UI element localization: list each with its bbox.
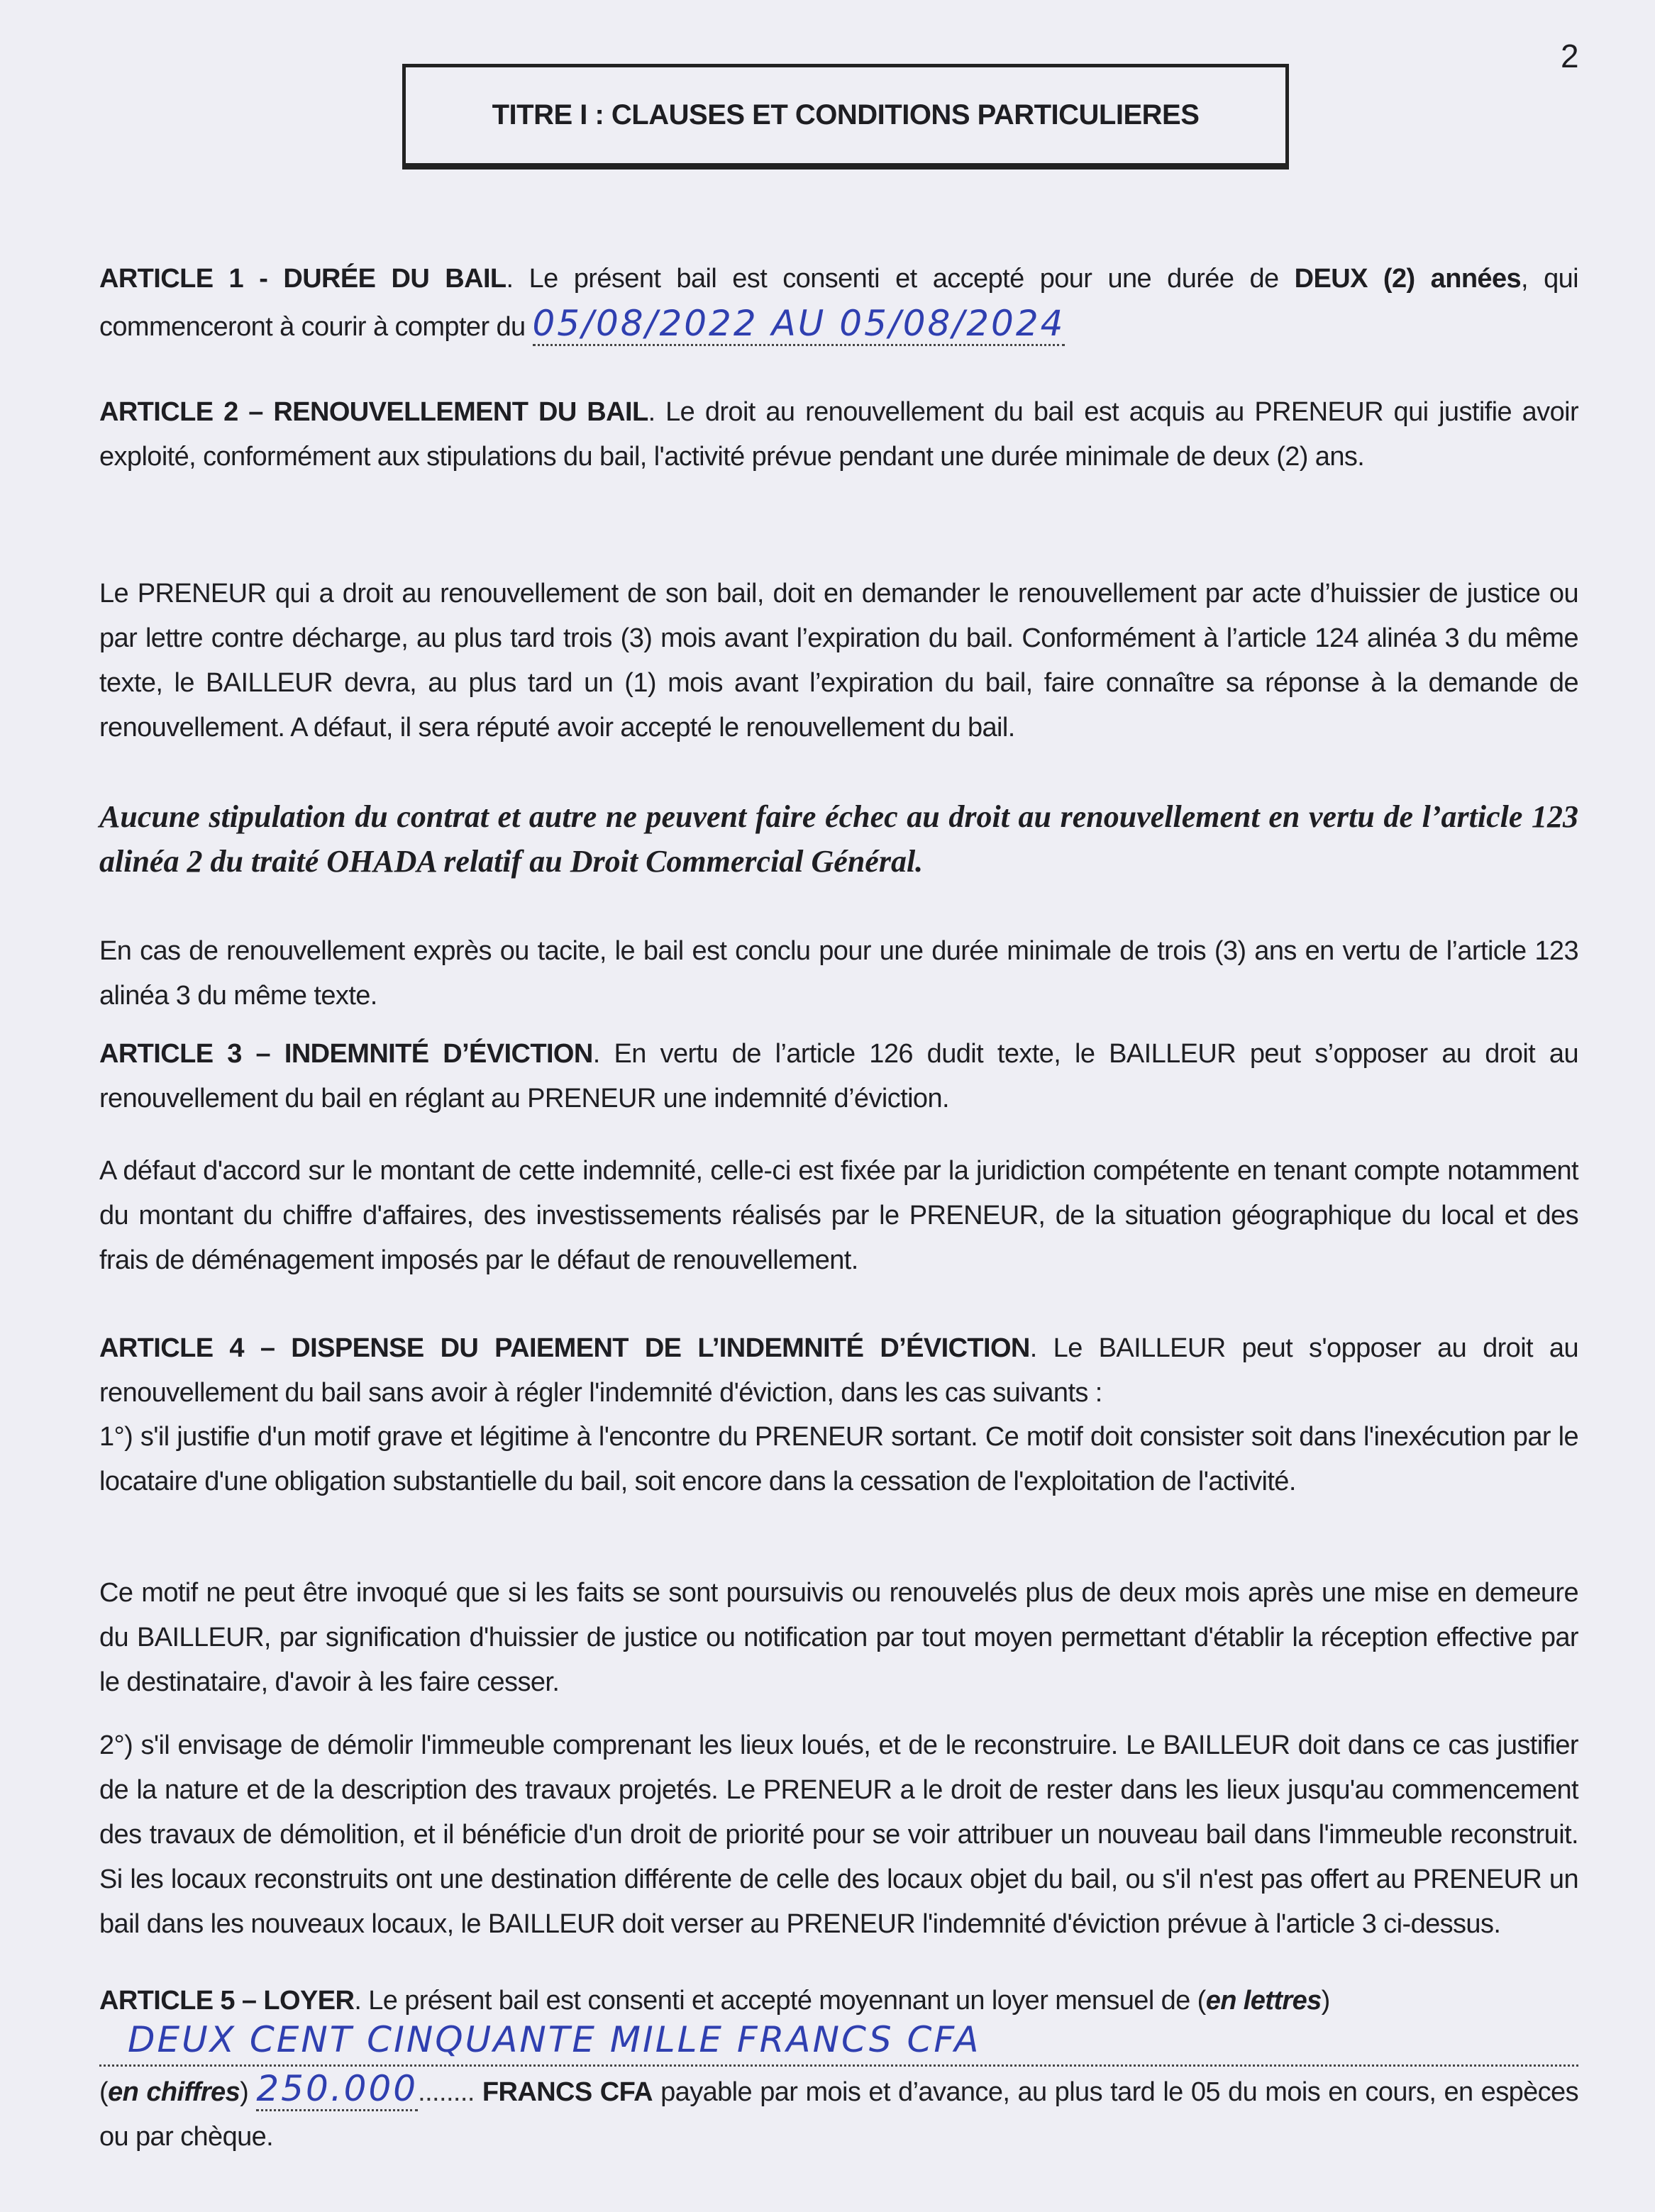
en-lettres-label: en lettres <box>1205 1986 1322 2016</box>
article-2-text: . Le droit au renouvellement du bail est acquis au PRENEUR qui justifie avoir exploité, conformément aux stipulations du bail, l'activité prévue pendant une durée minimale de deux (2) ans. <box>99 397 1578 472</box>
article-3-text: . En vertu de l’article 126 dudit texte, le BAILLEUR peut s’opposer au droit au renouvellement du bail en réglant au PRENEUR une indemnité d’éviction. <box>99 1039 1578 1113</box>
handwritten-amount-digits: 250.000 <box>256 2068 418 2111</box>
article-4-paragraph-3: Ce motif ne peut être invoqué que si les faits se sont poursuivis ou renouvelés plus de deux mois après une mise en demeure du BAILLEUR, par signification d'huissier de justice ou notification par tout moyen permettant d'établir la réception effective par le destinataire, d'avoir à les faire cesser. <box>99 1578 1578 1697</box>
article-2-paragraph-3: Aucune stipulation du contrat et autre ne peuvent faire échec au droit au renouvellement en vertu de l’article 123 alinéa 2 du traité OHADA relatif au Droit Commercial Général. <box>99 799 1578 879</box>
article-3-heading: ARTICLE 3 – INDEMNITÉ D’ÉVICTION <box>99 1039 593 1069</box>
paren-close: ) <box>240 2077 257 2107</box>
article-1-heading: ARTICLE 1 - DURÉE DU BAIL <box>99 264 507 294</box>
article-1 <box>99 257 1578 350</box>
dotted-leader: ........ <box>418 2077 475 2107</box>
page-number: 2 <box>1561 38 1579 74</box>
article-1-duration: DEUX (2) années <box>1294 264 1522 294</box>
article-1-text: . Le présent bail est consenti et accepté pour une durée de <box>506 264 1295 294</box>
article-5 <box>99 1979 1578 2160</box>
section-title: TITRE I : CLAUSES ET CONDITIONS PARTICULIERES <box>492 99 1200 130</box>
article-2-heading: ARTICLE 2 – RENOUVELLEMENT DU BAIL <box>99 397 648 427</box>
en-chiffres-label: en chiffres <box>108 2077 240 2107</box>
article-3 <box>99 1032 1578 1121</box>
article-4-heading: ARTICLE 4 – DISPENSE DU PAIEMENT DE L’INDEMNITÉ D’ÉVICTION <box>99 1333 1030 1363</box>
paren-open: ( <box>99 2077 109 2107</box>
currency-label: FRANCS CFA <box>482 2077 653 2107</box>
handwritten-dates: 05/08/2022 AU 05/08/2024 <box>533 303 1065 346</box>
article-4-paragraph-2: 1°) s'il justifie d'un motif grave et légitime à l'encontre du PRENEUR sortant. Ce motif doit consister soit dans l'inexécution par le locataire d'une obligation substantielle du bail, soit encore dans la cessation de l'exploitation de l'activité. <box>99 1422 1578 1496</box>
article-4 <box>99 1326 1578 1416</box>
amount-in-words-field <box>99 2019 1578 2067</box>
article-4-paragraph-4: 2°) s'il envisage de démolir l'immeuble comprenant les lieux loués, et de le reconstruire. Le BAILLEUR doit dans ce cas justifier de la nature et de la description des travaux projetés. Le PRENEUR a le droit de rester dans les lieux jusqu'au commencement des travaux de démolition, et il bénéficie d'un droit de priorité pour se voir attribuer un nouveau bail dans l'immeuble reconstruit. Si les locaux reconstruits ont une destination différente de celle des locaux objet du bail, ou s'il n'est pas offert au PRENEUR un bail dans les nouveaux locaux, le BAILLEUR doit verser au PRENEUR l'indemnité d'éviction prévue à l'article 3 ci-dessus. <box>99 1730 1578 1939</box>
article-5-heading: ARTICLE 5 – LOYER <box>99 1986 355 2016</box>
article-5-text: . Le présent bail est consenti et accepté moyennant un loyer mensuel de ( <box>354 1986 1206 2016</box>
article-3-paragraph-2: A défaut d'accord sur le montant de cette indemnité, celle-ci est fixée par la juridiction compétente en tenant compte notamment du montant du chiffre d'affaires, des investissements réalisés par le PRENEUR, de la situation géographique du local et des frais de déménagement imposés par le défaut de renouvellement. <box>99 1156 1578 1275</box>
article-2-paragraph-2: Le PRENEUR qui a droit au renouvellement de son bail, doit en demander le renouvellement par acte d’huissier de justice ou par lettre contre décharge, au plus tard trois (3) mois avant l’expiration du bail. Conformément à l’article 124 alinéa 3 du même texte, le BAILLEUR devra, au plus tard un (1) mois avant l’expiration du bail, faire connaître sa réponse à la demande de renouvellement. A défaut, il sera réputé avoir accepté le renouvellement du bail. <box>99 579 1578 743</box>
article-4-text: . Le BAILLEUR peut s'opposer au droit au renouvellement du bail sans avoir à régler l'indemnité d'éviction, dans les cas suivants : <box>99 1333 1578 1408</box>
article-1-text-2: , qui commenceront à courir à compter du <box>99 264 1579 342</box>
article-2 <box>99 390 1578 479</box>
section-title-box <box>402 64 1289 169</box>
article-2-paragraph-4: En cas de renouvellement exprès ou tacite, le bail est conclu pour une durée minimale de trois (3) ans en vertu de l’article 123 alinéa 3 du même texte. <box>99 936 1578 1011</box>
article-5-text-2: payable par mois et d’avance, au plus tard le 05 du mois en cours, en espèces ou par chèque. <box>99 2077 1578 2152</box>
article-5-paren: ) <box>1321 1986 1330 2016</box>
handwritten-amount-words: DEUX CENT CINQUANTE MILLE FRANCS CFA <box>128 2019 981 2060</box>
